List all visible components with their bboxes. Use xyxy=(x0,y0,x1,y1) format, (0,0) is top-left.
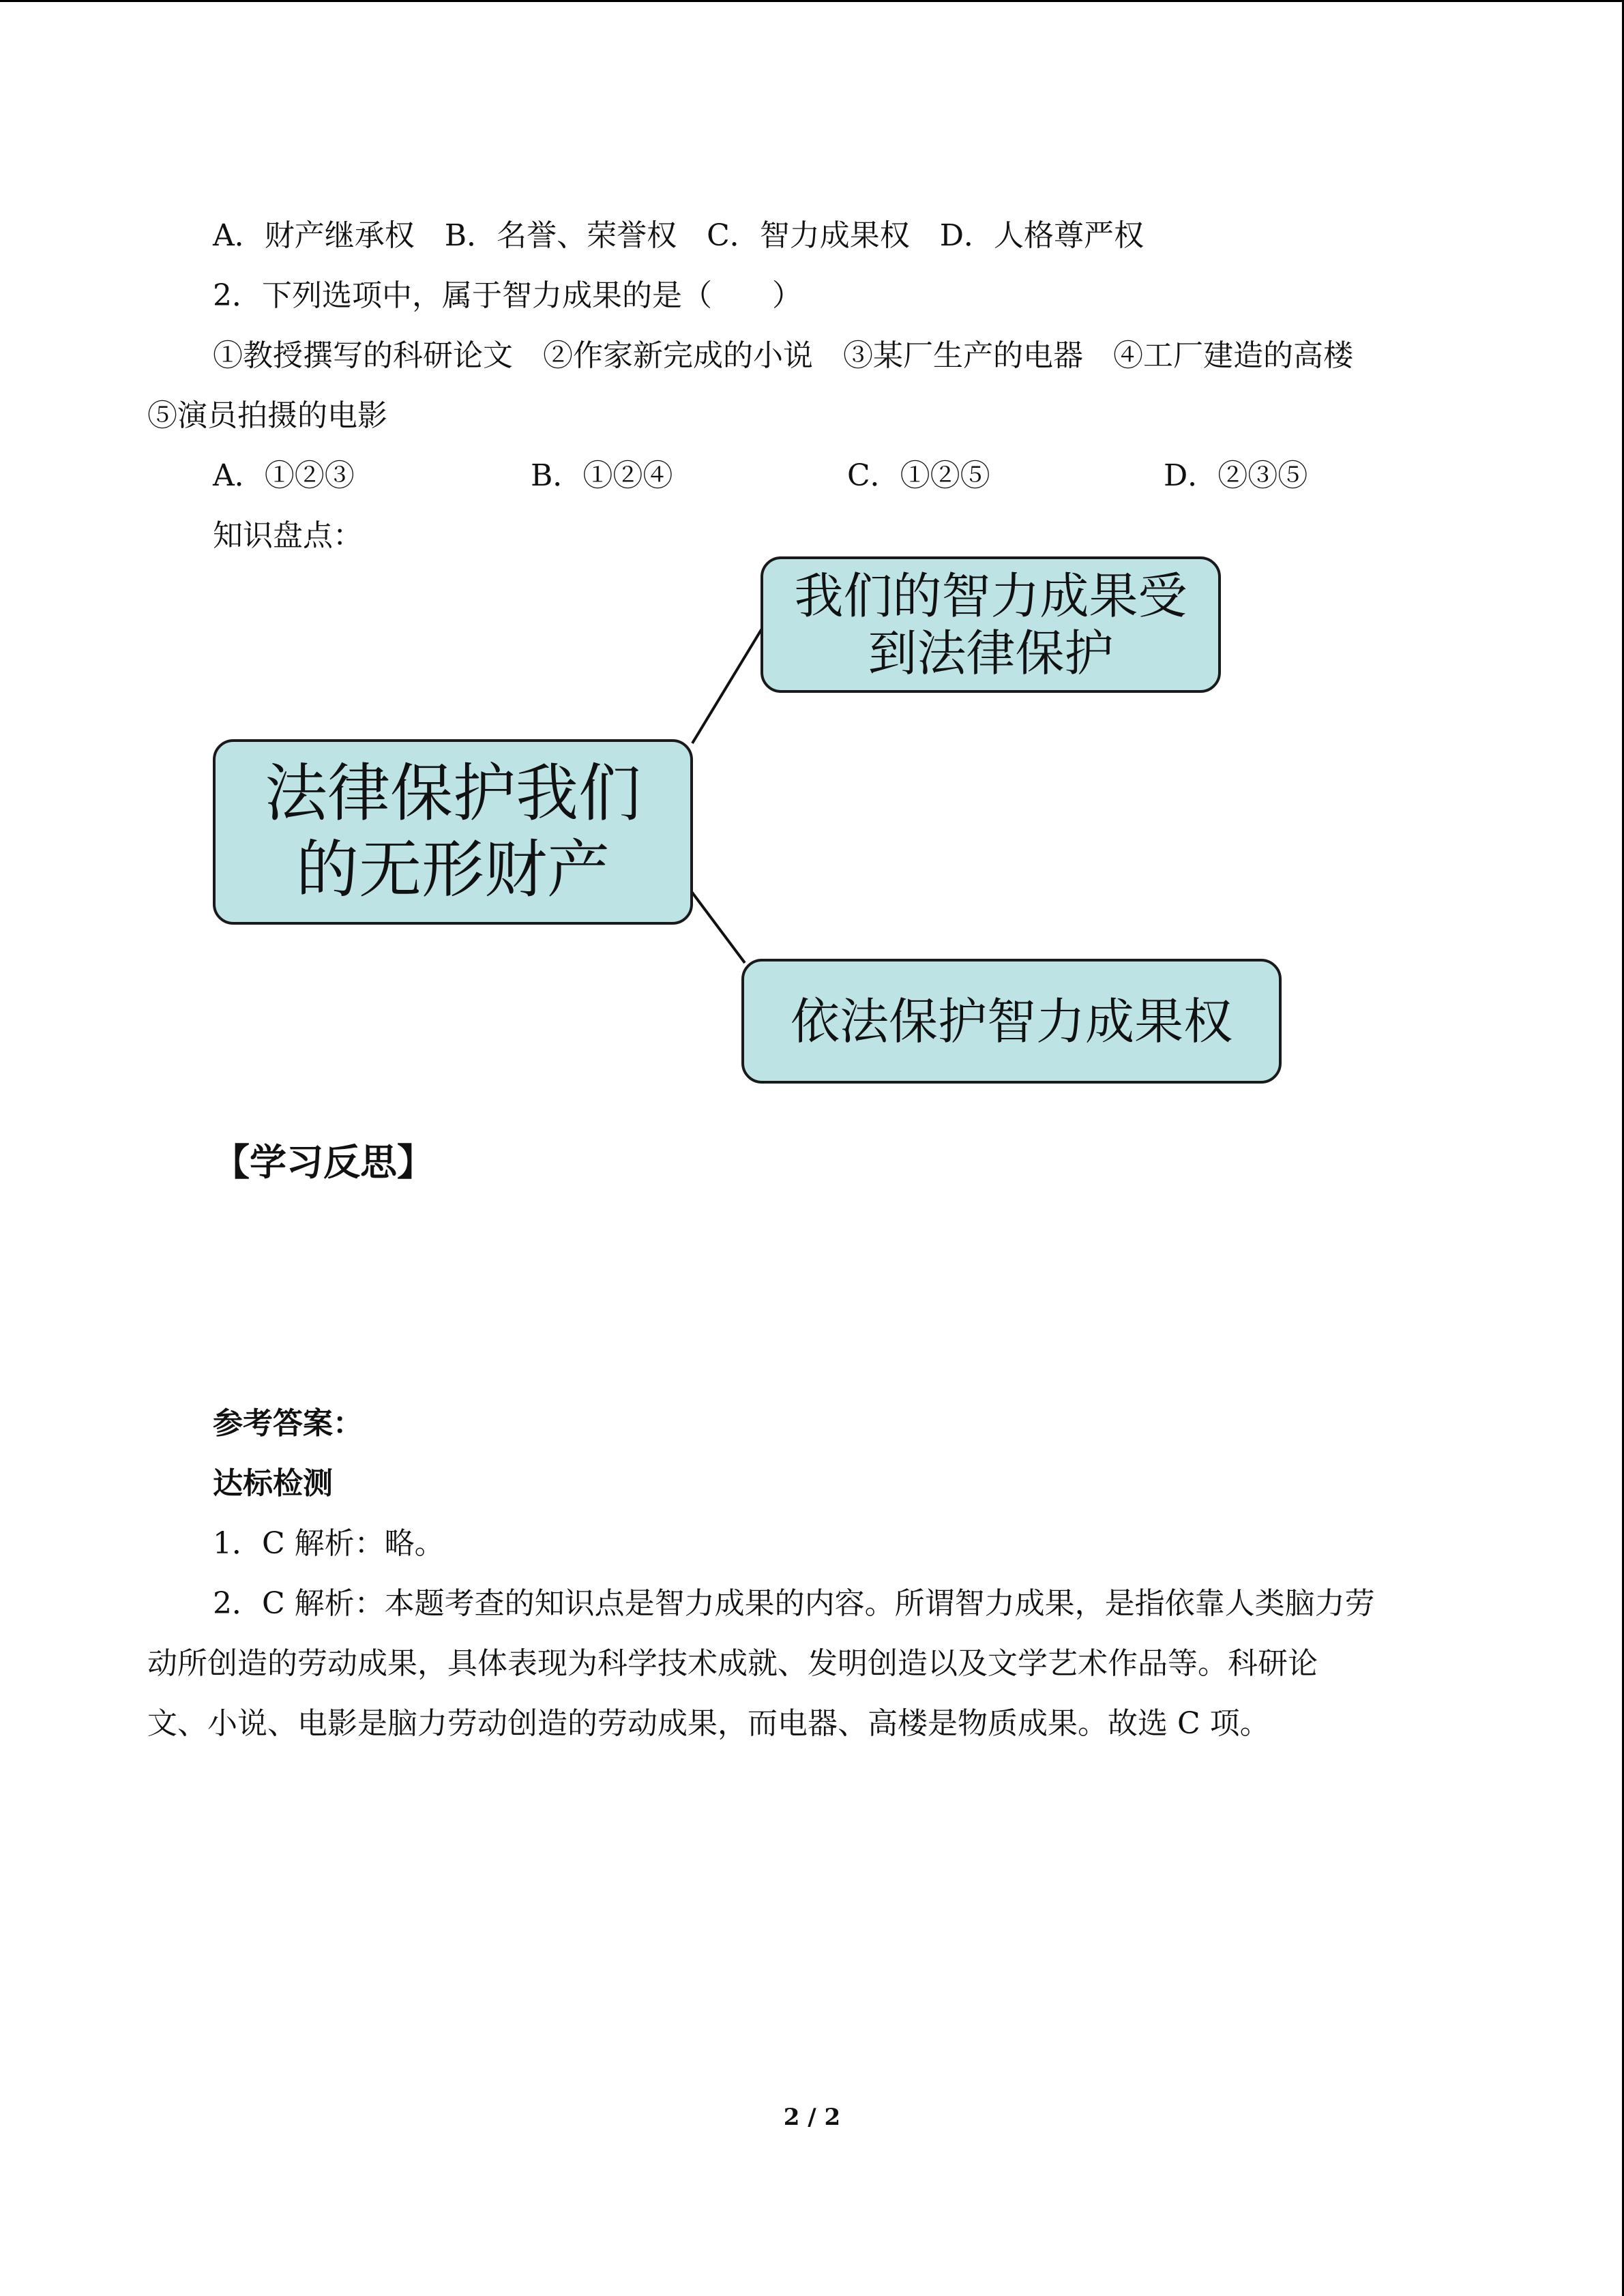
q2-option-a: A．①②③ xyxy=(213,458,355,493)
answers-subheading: 达标检测 xyxy=(213,1466,333,1501)
q2-option-d: D．②③⑤ xyxy=(1164,458,1308,493)
mindmap-main-node xyxy=(213,739,693,925)
connector-bottom xyxy=(690,890,745,963)
reflection-heading: 【学习反思】 xyxy=(213,1141,434,1184)
mindmap-branch-top-label: 我们的智力成果受到法律保护 xyxy=(794,567,1187,682)
connector-top xyxy=(692,629,762,743)
knowledge-heading: 知识盘点： xyxy=(213,518,363,553)
q2-option-c: C．①②⑤ xyxy=(847,458,990,493)
page-number: 2 / 2 xyxy=(783,2104,841,2131)
answers-heading: 参考答案： xyxy=(213,1406,363,1441)
q2-items-line2: ⑤演员拍摄的电影 xyxy=(147,398,387,433)
answer-2-line1: 2．C 解析：本题考查的知识点是智力成果的内容。所谓智力成果，是指依靠人类脑力劳 xyxy=(213,1586,1375,1621)
q1-options: A．财产继承权 B．名誉、荣誉权 C．智力成果权 D．人格尊严权 xyxy=(213,218,1145,253)
mindmap-main-label: 法律保护我们的无形财产 xyxy=(264,757,641,906)
mindmap-branch-bottom-label: 依法保护智力成果权 xyxy=(790,992,1232,1050)
q2-option-b: B．①②④ xyxy=(531,458,673,493)
q2-stem: 2．下列选项中，属于智力成果的是（ ） xyxy=(213,278,802,313)
mindmap-branch-top xyxy=(761,556,1221,693)
answer-2-line2: 动所创造的劳动成果，具体表现为科学技术成就、发明创造以及文学艺术作品等。科研论 xyxy=(147,1646,1318,1681)
answer-1: 1．C 解析：略。 xyxy=(213,1526,445,1561)
mindmap-branch-bottom xyxy=(741,959,1282,1084)
answer-2-line3: 文、小说、电影是脑力劳动创造的劳动成果，而电器、高楼是物质成果。故选 C 项。 xyxy=(147,1706,1270,1741)
q2-items-line1: ①教授撰写的科研论文 ②作家新完成的小说 ③某厂生产的电器 ④工厂建造的高楼 xyxy=(213,338,1353,373)
